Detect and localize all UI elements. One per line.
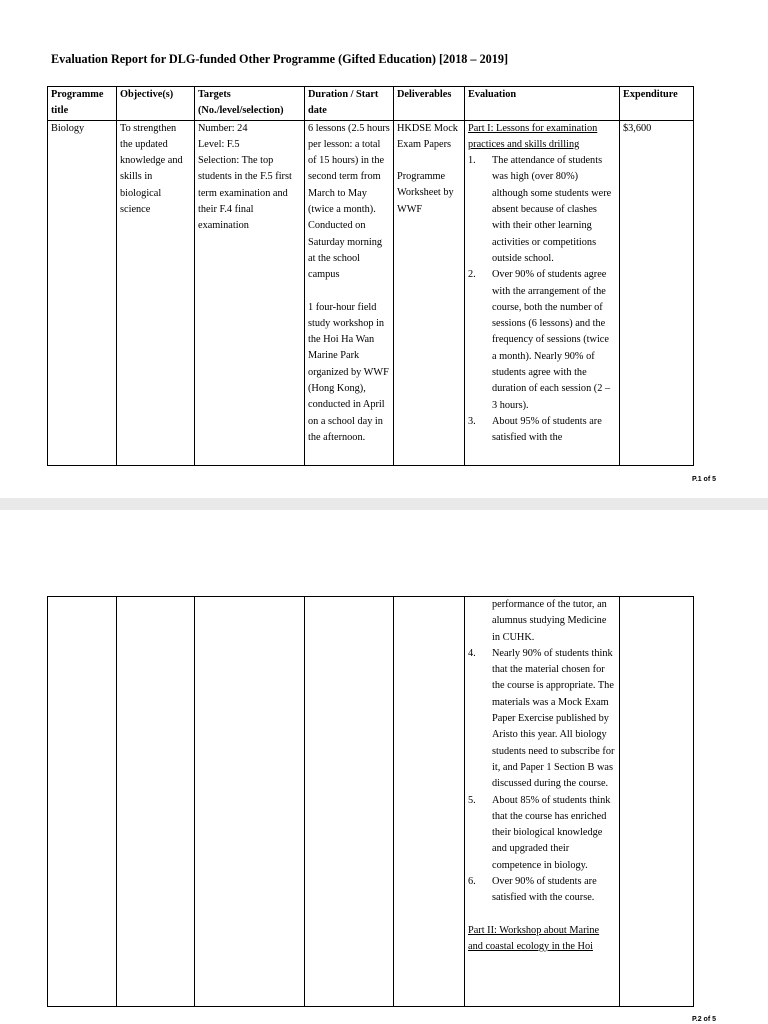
evaluation-list-page1 bbox=[468, 153, 616, 446]
deliverables-cell bbox=[394, 120, 465, 465]
evaluation-cell bbox=[465, 597, 620, 1007]
header-duration: Duration / Start date bbox=[305, 87, 394, 121]
list-item-number: 5. bbox=[468, 794, 476, 806]
evaluation-table bbox=[47, 86, 694, 466]
list-item-text: performance of the tutor, an alumnus studying Medicine in CUHK. bbox=[492, 599, 607, 643]
header-expenditure: Expenditure bbox=[620, 87, 694, 121]
list-item-text: Over 90% of students agree with the arrangement of the course, both the number of sessions (6 lessons) and the frequency of sessions (twice a month). Nearly 90% of students agree with the duration of each session (2 – 3 hours). bbox=[492, 269, 611, 411]
list-item bbox=[468, 153, 616, 267]
list-item-number: 6. bbox=[468, 876, 476, 888]
list-item-text: Nearly 90% of students think that the material chosen for the course is appropriate. The materials was a Mock Exam Paper Exercise published by Aristo this year. All biology students need to subscribe for it, and Paper 1 Section B was discussed during the course. bbox=[492, 647, 615, 790]
header-evaluation: Evaluation bbox=[465, 87, 620, 121]
page-number: P.2 of 5 bbox=[692, 1016, 716, 1023]
list-item-text: About 85% of students think that the course has enriched their biological knowledge and upgraded their competence in biology. bbox=[492, 794, 611, 871]
table-row bbox=[48, 597, 694, 1007]
targets-cell bbox=[195, 597, 305, 1007]
evaluation-list-page2 bbox=[468, 597, 616, 907]
targets-cell bbox=[195, 120, 305, 465]
header-deliverables: Deliverables bbox=[394, 87, 465, 121]
list-item bbox=[468, 267, 616, 414]
page-number: P.1 of 5 bbox=[692, 476, 716, 483]
duration-cell bbox=[305, 120, 394, 465]
duration-cell bbox=[305, 597, 394, 1007]
header-programme-title: Programme title bbox=[48, 87, 117, 121]
targets-selection: Selection: The top students in the F.5 first term examination and their F.4 final examination bbox=[198, 155, 292, 232]
expenditure-cell: $3,600 bbox=[620, 120, 694, 465]
list-item-number: 1. bbox=[468, 155, 476, 167]
deliverable-worksheet: Programme Worksheet by WWF bbox=[397, 171, 454, 215]
header-targets: Targets (No./level/selection) bbox=[195, 87, 305, 121]
header-row bbox=[48, 87, 694, 121]
duration-lessons: 6 lessons (2.5 hours per lesson: a total of 15 hours) in the second term from March to May (twice a month). Conducted on Saturday morning at the school campus bbox=[308, 122, 390, 281]
part2-heading: Part II: Workshop about Marine and coastal ecology in the Hoi bbox=[468, 924, 600, 952]
evaluation-cell bbox=[465, 120, 620, 465]
list-item bbox=[468, 414, 616, 447]
targets-number: Number: 24 bbox=[198, 122, 248, 134]
list-item-text: The attendance of students was high (over 80%) although some students were absent because of clashes with their other learning activities or competitions outside school. bbox=[492, 155, 612, 264]
duration-workshop: 1 four-hour field study workshop in the Hoi Ha Wan Marine Park organized by WWF (Hong Kong), conducted in April on a school day in the afternoon. bbox=[308, 301, 389, 443]
header-objectives: Objective(s) bbox=[117, 87, 195, 121]
page-1 bbox=[0, 0, 768, 498]
list-item-number: 3. bbox=[468, 415, 476, 427]
targets-level: Level: F.5 bbox=[198, 138, 240, 150]
list-item-number: 4. bbox=[468, 647, 476, 659]
expenditure-cell bbox=[620, 597, 694, 1007]
deliverable-mock-papers: HKDSE Mock Exam Papers bbox=[397, 122, 458, 150]
programme-title-cell bbox=[48, 597, 117, 1007]
objectives-cell: To strengthen the updated knowledge and skills in biological science bbox=[117, 120, 195, 465]
part1-heading: Part I: Lessons for examination practices and skills drilling bbox=[468, 122, 598, 150]
evaluation-table-continued bbox=[47, 596, 694, 1007]
list-item-text: Over 90% of students are satisfied with the course. bbox=[492, 876, 597, 904]
programme-title-cell: Biology bbox=[48, 120, 117, 465]
list-item-text: About 95% of students are satisfied with the bbox=[492, 415, 602, 444]
deliverables-cell bbox=[394, 597, 465, 1007]
list-item-continued bbox=[468, 597, 616, 646]
objectives-cell bbox=[117, 597, 195, 1007]
list-item bbox=[468, 874, 616, 907]
list-item bbox=[468, 646, 616, 793]
list-item-number: 2. bbox=[468, 269, 476, 281]
table-row bbox=[48, 120, 694, 465]
report-title: Evaluation Report for DLG-funded Other Programme (Gifted Education) [2018 – 2019] bbox=[51, 52, 509, 66]
list-item bbox=[468, 793, 616, 874]
